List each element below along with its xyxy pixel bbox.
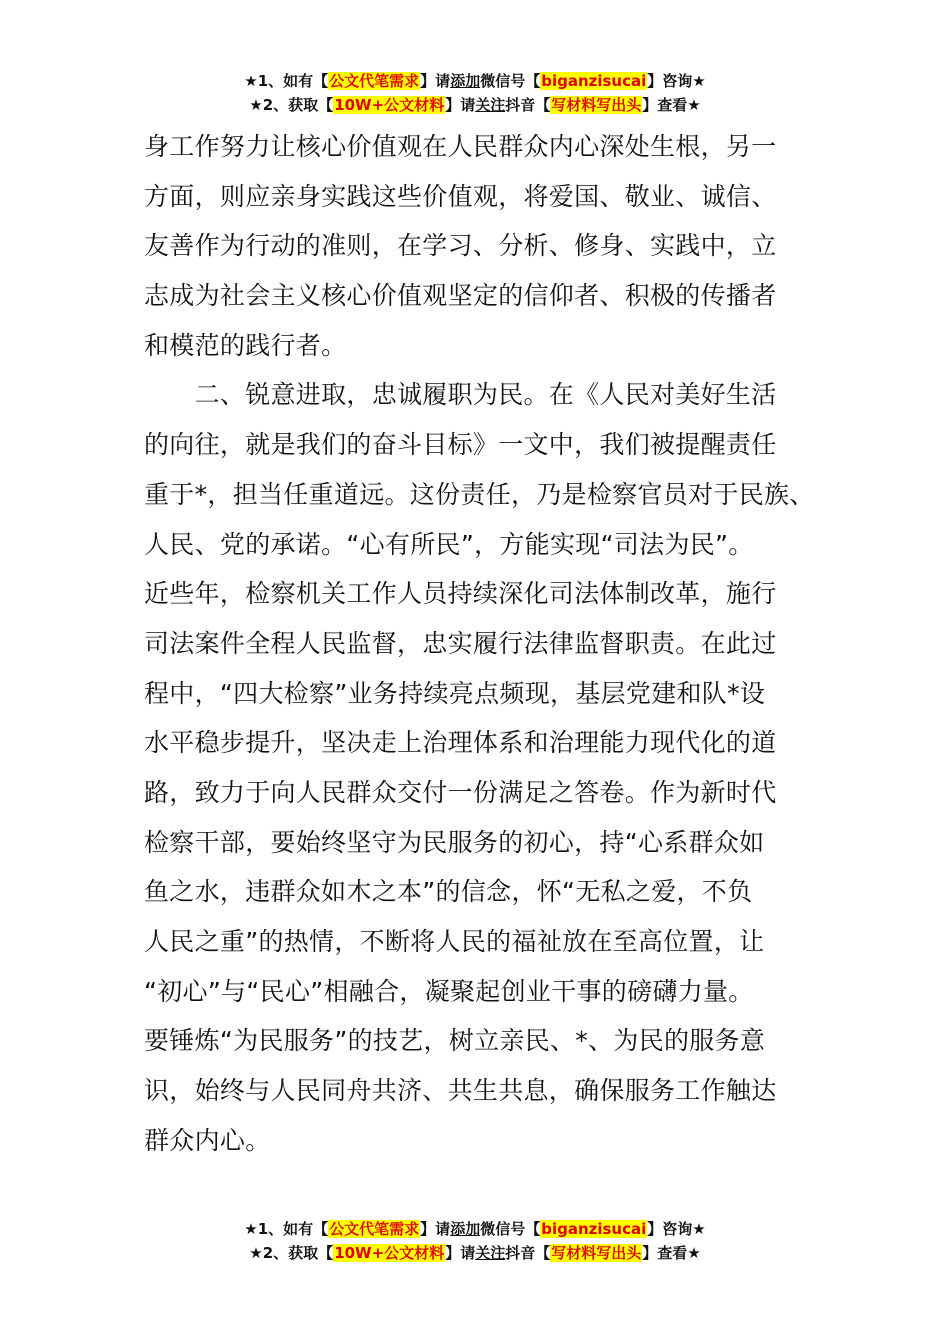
banner-text: 】请 [445, 1244, 476, 1262]
emphasis-text: 添加 [450, 72, 481, 90]
banner-line-1 [0, 69, 950, 93]
banner-text: 微信号【 [480, 1220, 541, 1238]
highlight-text: 10W+公文材料 [334, 1244, 445, 1262]
body-line: 鱼之水，违群众如木之本”的信念，怀“无私之爱，不负 [144, 877, 753, 907]
banner-text: 】请 [420, 1220, 451, 1238]
body-line: 人民之重”的热情，不断将人民的福祉放在至高位置，让 [144, 927, 765, 956]
banner-text: ★2、获取【 [249, 96, 334, 114]
body-line: “初心”与“民心”相融合，凝聚起创业干事的磅礴力量。 [144, 976, 754, 1006]
body-line: 人民、党的承诺。“心有所民”，方能实现“司法为民”。 [144, 529, 754, 559]
banner-text: 抖音【 [505, 1244, 551, 1262]
banner-line-1 [0, 1217, 950, 1241]
body-line: 群众内心。 [144, 1125, 271, 1155]
douyin-id: 写材料写出头 [551, 1244, 642, 1262]
body-line: 身工作努力让核心价值观在人民群众内心深处生根，另一 [144, 132, 777, 161]
body-line: 重于*，担当任重道远。这份责任，乃是检察官员对于民族、 [144, 479, 815, 509]
highlight-text: 公文代笔需求 [329, 1220, 420, 1238]
wechat-id: biganzisucai [541, 72, 647, 90]
banner-text: 】查看★ [642, 1244, 701, 1262]
footer-banner [0, 1217, 950, 1265]
banner-text: 】请 [420, 72, 451, 90]
banner-text: ★1、如有【 [244, 1220, 329, 1238]
highlight-text: 公文代笔需求 [329, 72, 420, 90]
body-line: 近些年，检察机关工作人员持续深化司法体制改革，施行 [144, 579, 777, 609]
body-line: 的向往，就是我们的奋斗目标》一文中，我们被提醒责任 [144, 430, 777, 460]
banner-line-2 [0, 93, 950, 117]
banner-text: ★1、如有【 [244, 72, 329, 90]
emphasis-text: 关注 [475, 1244, 506, 1262]
banner-text: 】咨询★ [647, 1220, 706, 1238]
body-line: 要锤炼“为民服务”的技艺，树立亲民、*、为民的服务意 [144, 1026, 766, 1056]
body-line: 志成为社会主义核心价值观坚定的信仰者、积极的传播者 [144, 281, 777, 311]
body-line: 检察干部，要始终坚守为民服务的初心，持“心系群众如 [144, 827, 765, 857]
header-banner [0, 69, 950, 117]
body-line: 程中，“四大检察”业务持续亮点频现，基层党建和队*设 [144, 678, 766, 708]
highlight-text: 10W+公文材料 [334, 96, 445, 114]
banner-text: ★2、获取【 [249, 1244, 334, 1262]
emphasis-text: 关注 [475, 96, 506, 114]
body-line: 友善作为行动的准则，在学习、分析、修身、实践中，立 [144, 231, 777, 261]
body-line: 和模范的践行者。 [144, 330, 347, 360]
body-line: 水平稳步提升，坚决走上治理体系和治理能力现代化的道 [144, 728, 777, 758]
banner-line-2 [0, 1241, 950, 1265]
body-line: 司法案件全程人民监督，忠实履行法律监督职责。在此过 [144, 628, 777, 658]
banner-text: 】查看★ [642, 96, 701, 114]
wechat-id: biganzisucai [541, 1220, 647, 1238]
banner-text: 微信号【 [480, 72, 541, 90]
body-line: 方面，则应亲身实践这些价值观，将爱国、敬业、诚信、 [144, 181, 777, 211]
banner-text: 】咨询★ [647, 72, 706, 90]
douyin-id: 写材料写出头 [551, 96, 642, 114]
emphasis-text: 添加 [450, 1220, 481, 1238]
body-line: 路，致力于向人民群众交付一份满足之答卷。作为新时代 [144, 777, 777, 807]
body-line: 识，始终与人民同舟共济、共生共息，确保服务工作触达 [144, 1076, 777, 1106]
banner-text: 】请 [445, 96, 476, 114]
document-body [144, 122, 815, 1165]
banner-text: 抖音【 [505, 96, 551, 114]
body-line: 二、锐意进取，忠诚履职为民。在《人民对美好生活 [144, 380, 777, 410]
